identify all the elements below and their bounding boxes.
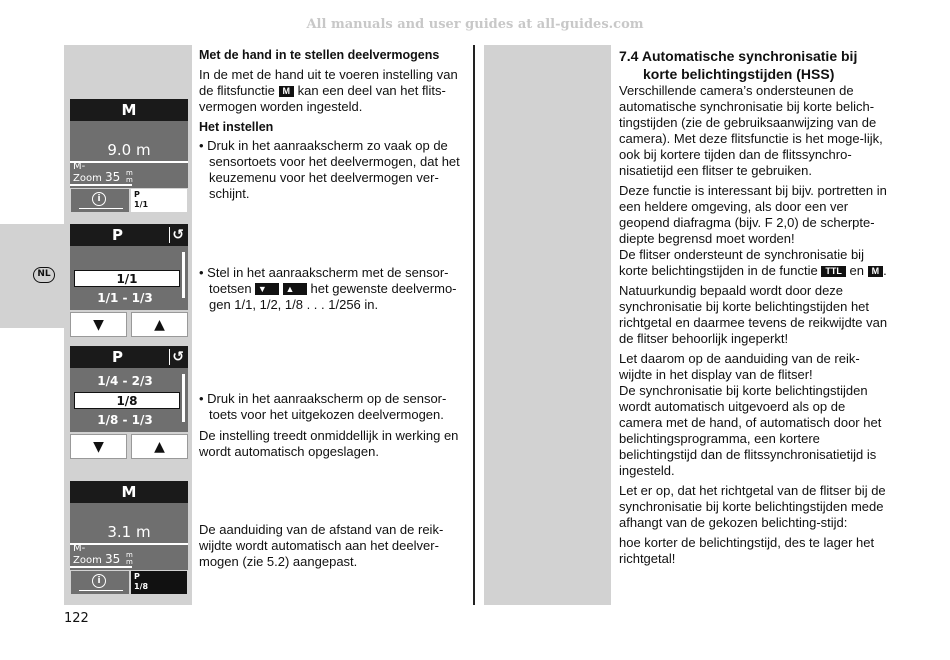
mode-label: M: [121, 483, 137, 501]
display-power-select-2: [70, 346, 188, 458]
paragraph: Let er op, dat het richtgetal van de flitser bij de synchronisatie bij korte belichtingstijden mede afhangt van de gekozen belichting-stijd:: [619, 483, 886, 530]
paragraph: De synchronisatie bij korte belichtingstijden wordt automatisch uitgevoerd als op de camera met de hand, of automatisch door het belichtingsprogramma, een kortere belichtingstijd dan de flitssynchronisatietijd is ingesteld.: [619, 383, 882, 478]
paragraph: Deze functie is interessant bij bijv. portretten in een heldere omgeving, als door een ver geopend diafragma (bijv. F 2,0) de scherpte-diepte begrensd moet worden!: [619, 183, 887, 246]
info-icon: i: [92, 574, 106, 588]
scrollbar[interactable]: [182, 252, 185, 298]
power-option[interactable]: 1/8 - 1/3: [97, 413, 153, 427]
down-arrow-icon: ▼: [255, 283, 279, 295]
mm-unit: m m: [126, 169, 133, 184]
paragraph: Natuurkundig bepaald wordt door deze synchronisatie bij korte belichtingstijden het richtgetal en daarmee tevens de reikwijdte van de flitser behoorlijk ingeperkt!: [619, 283, 888, 346]
language-badge: NL: [33, 267, 55, 283]
display-mode-bar: [70, 99, 188, 121]
paragraph: Let daarom op de aanduiding van de reik-wijdte in het display van de flitser!: [619, 351, 860, 382]
distance-readout: 3.1 m: [107, 523, 151, 541]
right-gray-column: [484, 45, 611, 605]
back-icon[interactable]: ↺: [169, 227, 184, 243]
display-power-select-1: [70, 224, 188, 336]
mode-label: M: [121, 101, 137, 119]
display-manual-3m: [70, 481, 188, 595]
intro-paragraph: In de met de hand uit te voeren instelling van de flitsfunctie M kan een deel van het flits-vermogen worden ingesteld.: [199, 67, 458, 114]
step-2: • Stel in het aanraakscherm met de sensor-toetsen ▼ ▲ het gewenste deelvermo-gen 1/1, 1/2, 1/8 . . . 1/256 in.: [199, 265, 457, 312]
chapter-heading: 7.4 Automatische synchronisatie bij korte belichtingstijden (HSS): [619, 48, 858, 82]
info-button[interactable]: [71, 189, 129, 212]
column-divider: [473, 45, 475, 605]
ttl-mode-icon: TTL: [821, 266, 846, 277]
display-screen: [70, 121, 188, 213]
down-arrow-button[interactable]: ▼: [70, 312, 127, 337]
power-option-selected[interactable]: 1/8: [74, 392, 180, 409]
down-arrow-button[interactable]: ▼: [70, 434, 127, 459]
paragraph: Verschillende camera’s ondersteunen de automatische synchronisatie bij korte belich-tingstijden (zie de gebruiksaanwijzing van de camera). Met deze flitsfunctie is het moge-lijk, ook bij kortere tijden dan de flitssynchro-nisatietijd een flitser te gebruiken.: [619, 83, 883, 178]
power-indicator[interactable]: P 1/8: [131, 571, 187, 594]
mm-unit: m m: [126, 551, 133, 566]
power-option[interactable]: 1/4 - 2/3: [97, 374, 153, 388]
info-icon: i: [92, 192, 106, 206]
back-icon[interactable]: ↺: [169, 349, 184, 365]
display-manual-9m: [70, 99, 188, 213]
paragraph: De flitser ondersteunt de synchronisatie bij korte belichtingstijden in de functie TTL en M .: [619, 247, 887, 278]
manual-mode-icon: M: [279, 86, 295, 97]
section-heading: Met de hand in te stellen deelvermogens: [199, 48, 440, 62]
display-mode-bar: [70, 224, 188, 246]
up-arrow-icon: ▲: [283, 283, 307, 295]
middle-text: [199, 47, 467, 202]
zoom-label: M- Zoom 35: [73, 161, 121, 184]
power-option-selected[interactable]: 1/1: [74, 270, 180, 287]
step-3: • Druk in het aanraakscherm op de sensor-toets voor het uitgekozen deelvermogen. De instelling treedt onmiddellijk in werking en wordt automatisch opgeslagen.: [199, 391, 467, 460]
watermark: All manuals and user guides at all-guides.com: [306, 17, 644, 32]
right-text: [619, 47, 889, 567]
result-paragraph: De instelling treedt onmiddellijk in werking en wordt automatisch opgeslagen.: [199, 428, 459, 459]
sub-heading: Het instellen: [199, 120, 274, 134]
zoom-label: M- Zoom 35: [73, 543, 121, 566]
info-button[interactable]: [71, 571, 129, 594]
up-arrow-button[interactable]: ▲: [131, 434, 188, 459]
step-1: • Druk in het aanraakscherm zo vaak op de sensortoets voor het deelvermogen, dat het keuzemenu voor het deelvermogen ver-schijnt.: [199, 138, 460, 201]
manual-mode-icon: M: [868, 266, 884, 277]
paragraph: hoe korter de belichtingstijd, des te lager het richtgetal!: [619, 535, 875, 566]
distance-readout: 9.0 m: [107, 141, 151, 159]
mode-label: P: [112, 226, 123, 244]
power-indicator[interactable]: P 1/1: [131, 189, 187, 212]
display-mode-bar: [70, 346, 188, 368]
page-number: 122: [64, 611, 89, 626]
up-arrow-button[interactable]: ▲: [131, 312, 188, 337]
scrollbar[interactable]: [182, 374, 185, 422]
distance-paragraph: De aanduiding van de afstand van de reik-wijdte wordt automatisch aan het deelver-mogen (zie 5.2) aangepast.: [199, 522, 444, 569]
power-option[interactable]: 1/1 - 1/3: [97, 291, 153, 305]
display-mode-bar: [70, 481, 188, 503]
mode-label: P: [112, 348, 123, 366]
